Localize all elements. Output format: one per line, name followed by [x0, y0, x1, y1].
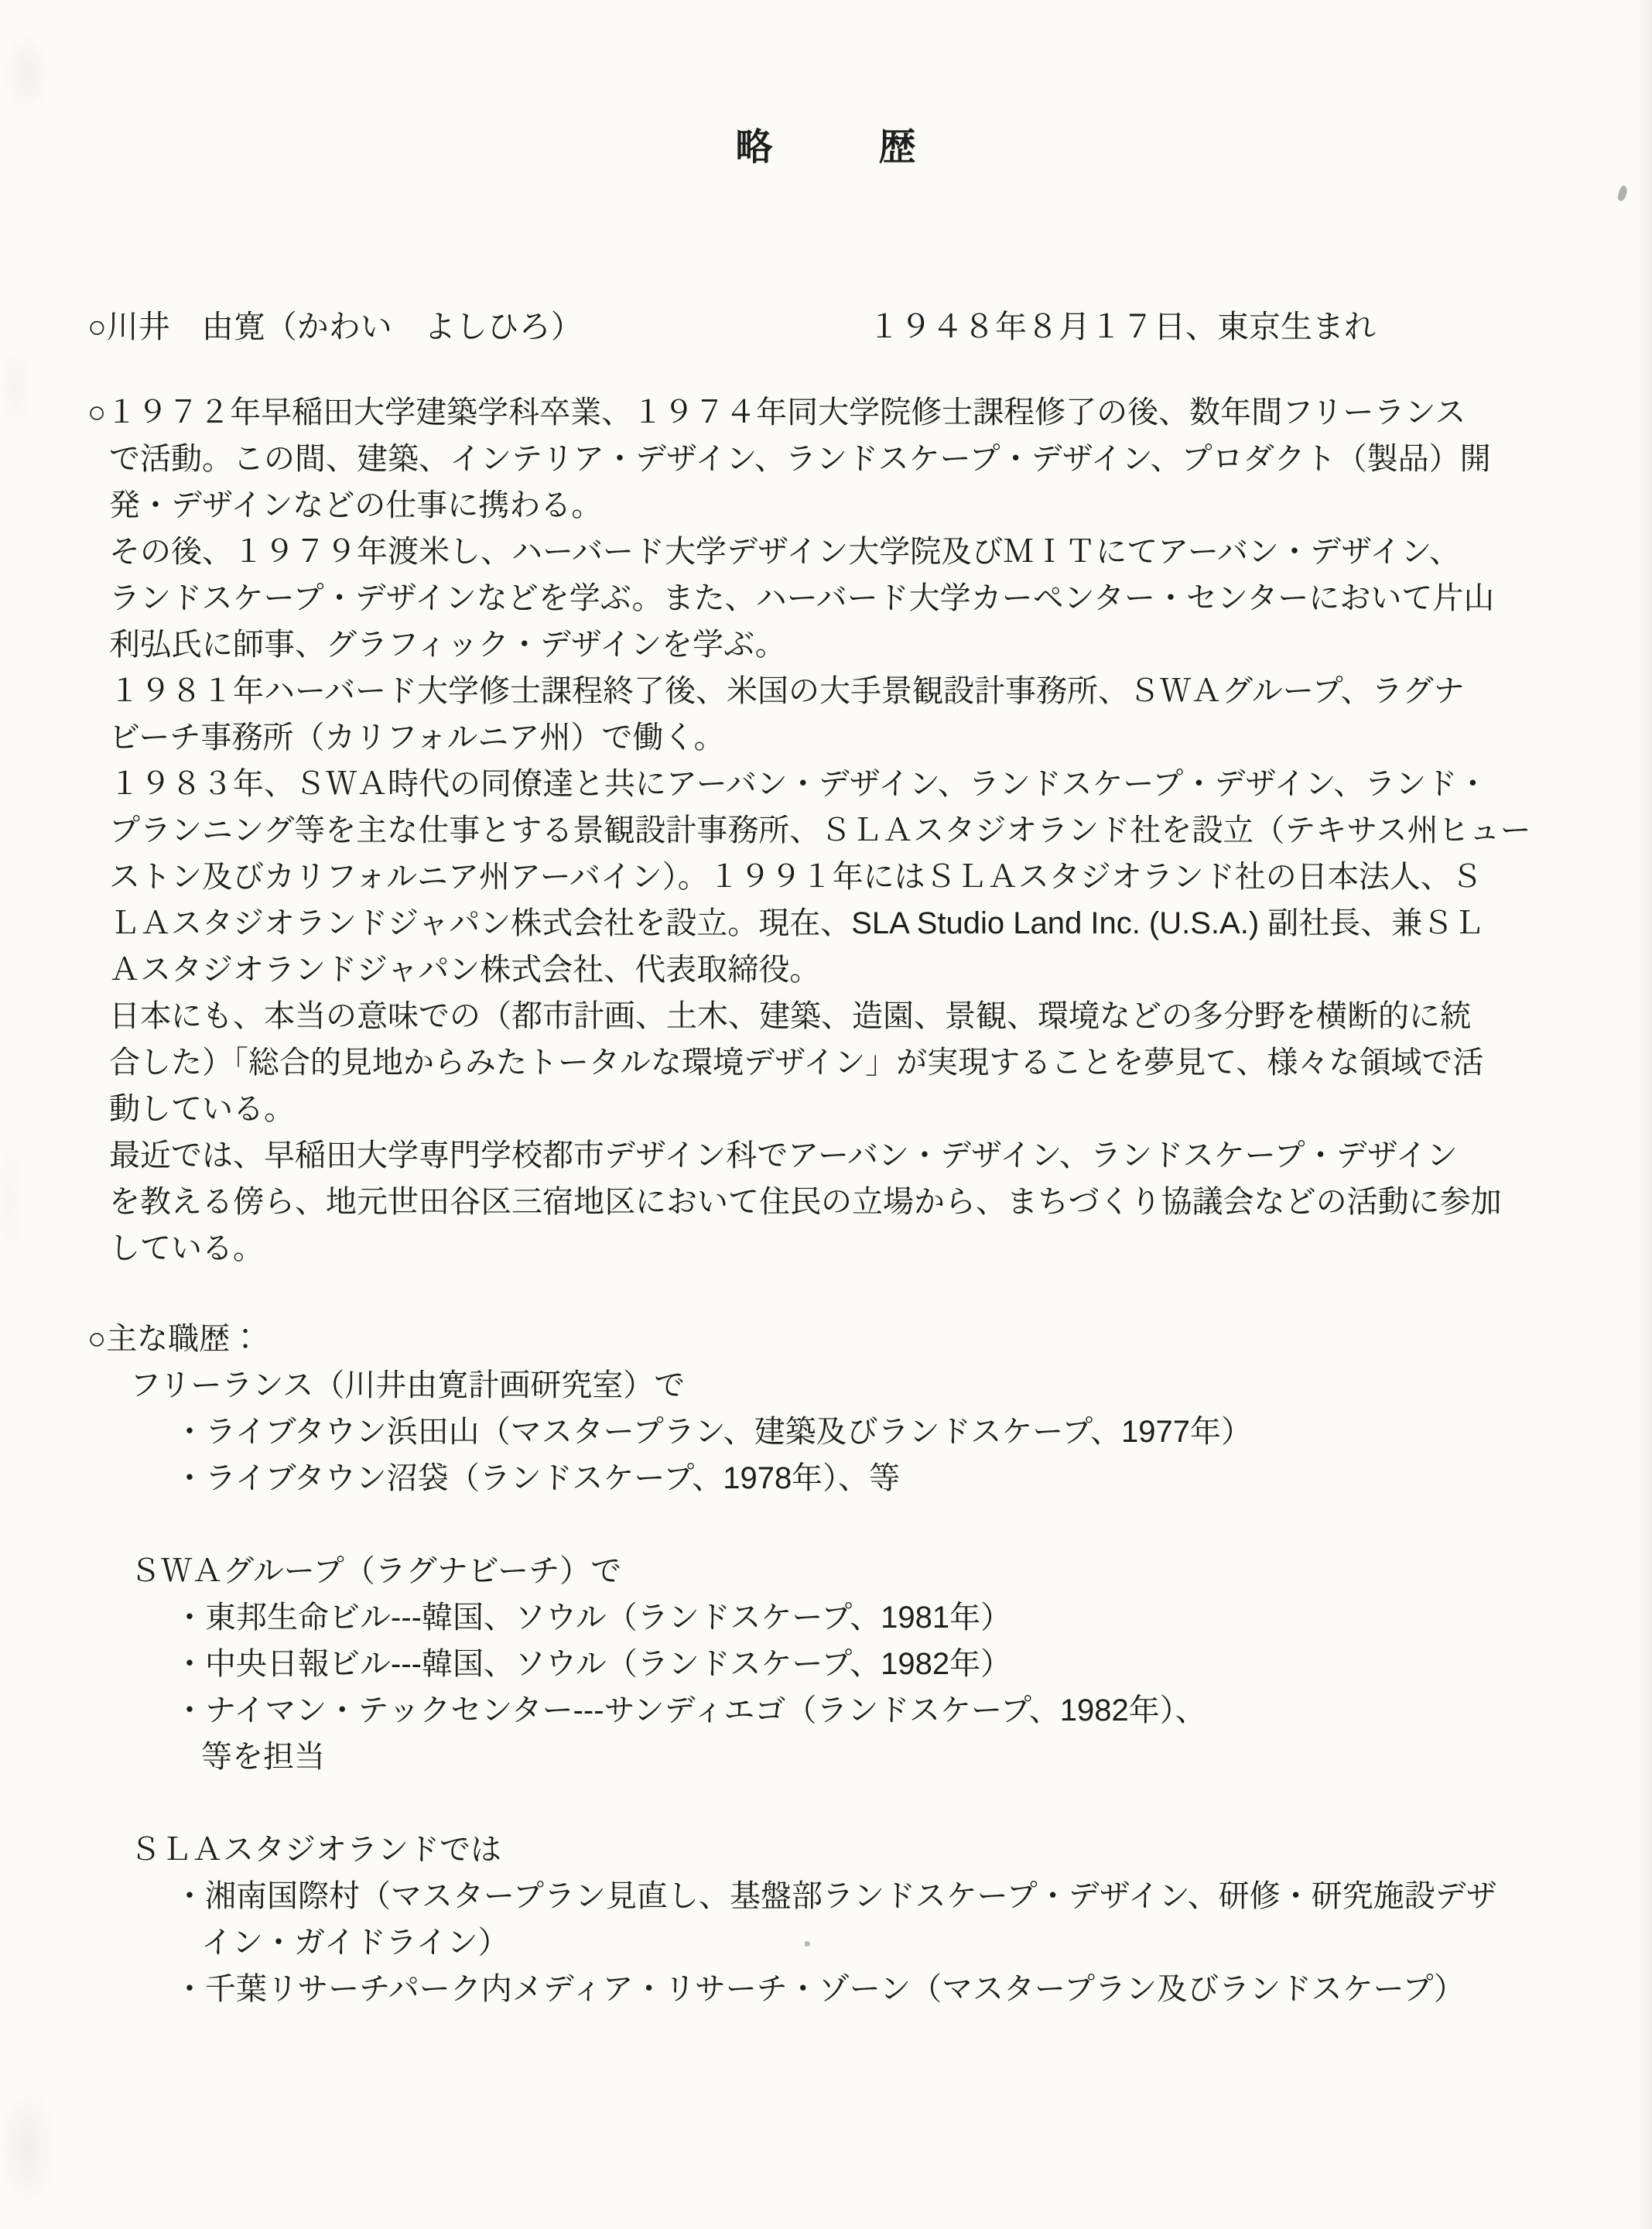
- document-title-char-left: 略: [735, 127, 774, 168]
- bio-line: ビーチ事務所（カリフォルニア州）で働く。: [109, 721, 725, 755]
- career-group-heading: ＳＬＡスタジオランドでは: [130, 1833, 501, 1867]
- bio-line: １９８１年ハーバード大学修士課程終了後、米国の大手景観設計事務所、ＳＷＡグループ、ラグナ: [109, 674, 1465, 708]
- bio-line: で活動。この間、建築、インテリア・デザイン、ランドスケープ・デザイン、プロダクト（製品）開: [109, 442, 1491, 476]
- bio-line: ランドスケープ・デザインなどを学ぶ。また、ハーバード大学カーペンター・センターにおいて片山: [109, 581, 1495, 615]
- document-title: [0, 126, 1652, 169]
- bio-line: 発・デザインなどの仕事に携わる。: [109, 488, 603, 522]
- career-item: イン・ガイドライン）: [201, 1926, 509, 1960]
- scan-artifact: [0, 15, 62, 132]
- career-group-items: [87, 1873, 1604, 2012]
- career-item: 等を担当: [201, 1740, 325, 1774]
- bio-line: 日本にも、本当の意味での（都市計画、土木、建築、造園、景観、環境などの多分野を横断的に統: [109, 999, 1471, 1033]
- birth-info: １９４８年８月１７日、東京生まれ: [868, 309, 1376, 344]
- career-item: ・中央日報ビル---韓国、ソウル（ランドスケープ、1982年）: [174, 1647, 1012, 1681]
- scan-artifact: [0, 2059, 70, 2229]
- header-line: [0, 303, 1652, 350]
- scan-artifact: [0, 1084, 32, 1316]
- bio-line: ○１９７２年早稲田大学建築学科卒業、１９７４年同大学院修士課程修了の後、数年間フリーランス: [87, 395, 1466, 430]
- career-group-heading: フリーランス（川井由寛計画研究室）で: [130, 1368, 686, 1402]
- career-group-sla: [87, 1827, 1604, 2012]
- bio-line: している。: [109, 1231, 264, 1265]
- bio-line: を教える傍ら、地元世田谷区三宿地区において住民の立場から、まちづくり協議会などの活動に参加: [109, 1185, 1502, 1219]
- bio-line: Ａスタジオランドジャパン株式会社、代表取締役。: [109, 953, 821, 987]
- bio-line: プランニング等を主な仕事とする景観設計事務所、ＳＬＡスタジオランド社を設立（テキサス州ヒュー: [109, 813, 1531, 847]
- bio-line: 合した）「総合的見地からみたトータルな環境デザイン」が実現することを夢見て、様々な領域で活: [109, 1046, 1484, 1080]
- career-heading: ○主な職歴：: [87, 1322, 262, 1356]
- career-group-items: [87, 1594, 1604, 1780]
- bio-line: ＬＡスタジオランドジャパン株式会社を設立。現在、SLA Studio Land Inc. (U.S.A.) 副社長、兼ＳＬ: [109, 906, 1485, 940]
- career-item: ・ライブタウン浜田山（マスタープラン、建築及びランドスケープ、1977年）: [174, 1415, 1252, 1449]
- career-group-heading: ＳＷＡグループ（ラグナビーチ）で: [130, 1554, 622, 1588]
- bio-line: 最近では、早稲田大学専門学校都市デザイン科でアーバン・デザイン、ランドスケープ・デザイン: [109, 1138, 1458, 1173]
- career-section: [87, 1316, 1604, 2012]
- career-item: ・東邦生命ビル---韓国、ソウル（ランドスケープ、1981年）: [174, 1601, 1012, 1635]
- bio-line: 利弘氏に師事、グラフィック・デザインを学ぶ。: [109, 628, 786, 662]
- career-item: ・千葉リサーチパーク内メディア・リサーチ・ゾーン（マスタープラン及びランドスケープ）: [174, 1972, 1465, 2006]
- bio-paragraph: [87, 389, 1604, 1272]
- career-item: ・ライブタウン沼袋（ランドスケープ、1978年）、等: [174, 1461, 901, 1495]
- career-group-swa: [87, 1548, 1604, 1780]
- career-group-items: [87, 1409, 1604, 1501]
- career-group-freelance: [87, 1362, 1604, 1501]
- career-item: ・ナイマン・テックセンター---サンディエゴ（ランドスケープ、1982年）、: [174, 1693, 1206, 1727]
- document-title-char-right: 歴: [878, 127, 917, 168]
- bio-line: ストン及びカリフォルニア州アーバイン）。１９９１年にはＳＬＡスタジオランド社の日本法人、Ｓ: [109, 860, 1483, 894]
- bio-line: 動している。: [109, 1092, 295, 1126]
- bio-line: その後、１９７９年渡米し、ハーバード大学デザイン大学院及びＭＩＴにてアーバン・デザイン、: [109, 535, 1460, 569]
- career-item: ・湘南国際村（マスタープラン見直し、基盤部ランドスケープ・デザイン、研修・研究施設デザ: [174, 1879, 1497, 1913]
- scan-artifact: [1616, 185, 1629, 202]
- bio-line: １９８３年、ＳＷＡ時代の同僚達と共にアーバン・デザイン、ランドスケープ・デザイン、ランド・: [109, 767, 1489, 801]
- person-name: ○川井 由寛（かわい よしひろ）: [87, 309, 583, 344]
